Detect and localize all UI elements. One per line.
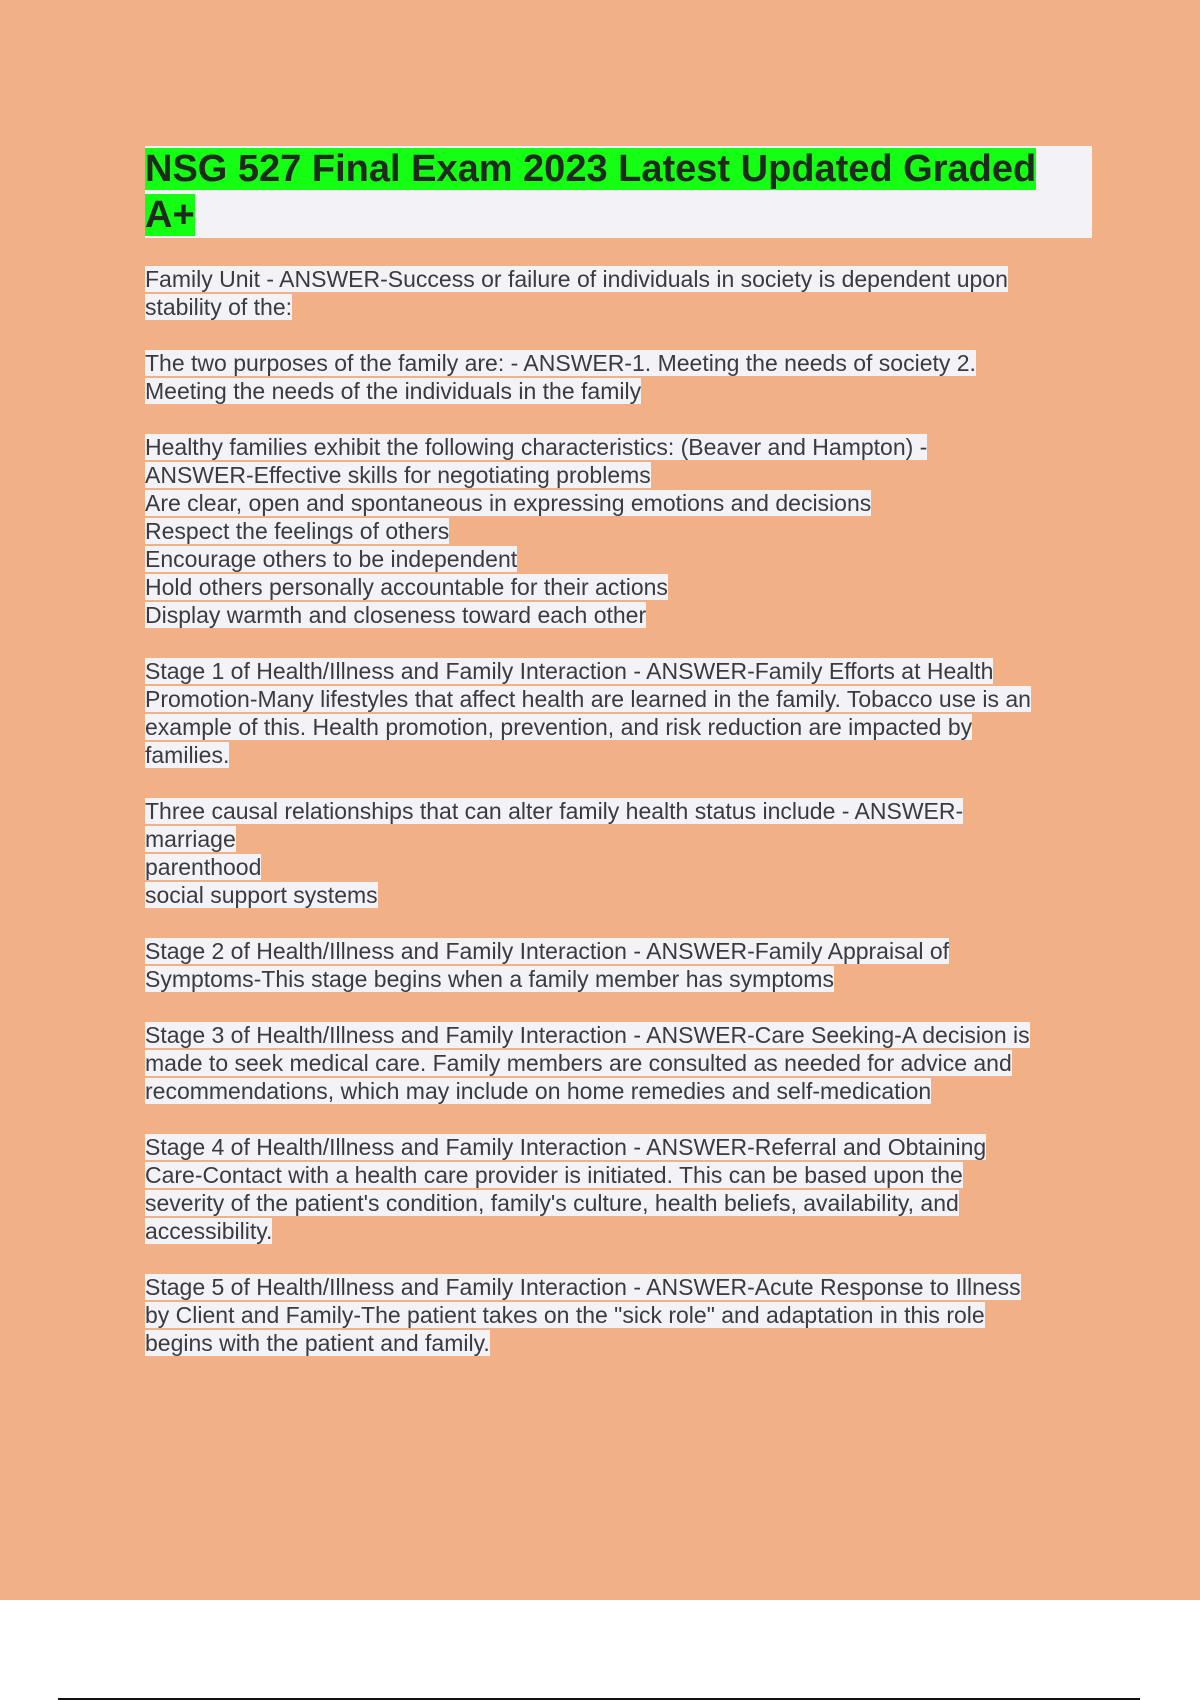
qa-line: recommendations, which may include on home remedies and self-medication: [145, 1078, 932, 1104]
qa-line: Stage 2 of Health/Illness and Family Interaction - ANSWER-Family Appraisal of: [145, 938, 950, 964]
qa-entry: [145, 937, 1100, 993]
qa-content: [145, 265, 1100, 1385]
title-block: [145, 146, 1092, 238]
qa-line: begins with the patient and family.: [145, 1330, 490, 1356]
qa-line: Stage 5 of Health/Illness and Family Interaction - ANSWER-Acute Response to Illness: [145, 1274, 1021, 1300]
document-title: [145, 146, 1092, 238]
qa-line: social support systems: [145, 882, 378, 908]
qa-line: Promotion-Many lifestyles that affect health are learned in the family. Tobacco use is an: [145, 686, 1031, 712]
qa-line: Encourage others to be independent: [145, 546, 518, 572]
qa-entry: [145, 1021, 1100, 1105]
qa-line: families.: [145, 742, 230, 768]
qa-line: severity of the patient's condition, family's culture, health beliefs, availability, and: [145, 1190, 959, 1216]
qa-line: The two purposes of the family are: - ANSWER-1. Meeting the needs of society 2.: [145, 350, 976, 376]
qa-entry: [145, 797, 1100, 909]
qa-line: example of this. Health promotion, prevention, and risk reduction are impacted by: [145, 714, 973, 740]
qa-line: accessibility.: [145, 1218, 273, 1244]
qa-line: Meeting the needs of the individuals in the family: [145, 378, 642, 404]
qa-entry: [145, 349, 1100, 405]
qa-line: stability of the:: [145, 294, 293, 320]
title-highlight: NSG 527 Final Exam 2023 Latest Updated Graded A+: [145, 148, 1037, 236]
qa-line: marriage: [145, 826, 236, 852]
qa-line: Respect the feelings of others: [145, 518, 450, 544]
qa-line: Hold others personally accountable for their actions: [145, 574, 668, 600]
qa-entry: [145, 657, 1100, 769]
qa-entry: [145, 1133, 1100, 1245]
qa-line: made to seek medical care. Family members are consulted as needed for advice and: [145, 1050, 1012, 1076]
qa-line: Care-Contact with a health care provider is initiated. This can be based upon the: [145, 1162, 963, 1188]
qa-line: Stage 4 of Health/Illness and Family Interaction - ANSWER-Referral and Obtaining: [145, 1134, 987, 1160]
qa-line: by Client and Family-The patient takes on the "sick role" and adaptation in this role: [145, 1302, 985, 1328]
qa-line: ANSWER-Effective skills for negotiating problems: [145, 462, 651, 488]
qa-line: Display warmth and closeness toward each other: [145, 602, 647, 628]
qa-line: Stage 3 of Health/Illness and Family Interaction - ANSWER-Care Seeking-A decision is: [145, 1022, 1030, 1048]
qa-line: Symptoms-This stage begins when a family member has symptoms: [145, 966, 834, 992]
qa-line: Are clear, open and spontaneous in expressing emotions and decisions: [145, 490, 872, 516]
qa-entry: [145, 1273, 1100, 1357]
qa-entry: [145, 265, 1100, 321]
qa-line: Stage 1 of Health/Illness and Family Interaction - ANSWER-Family Efforts at Health: [145, 658, 994, 684]
qa-line: Healthy families exhibit the following characteristics: (Beaver and Hampton) -: [145, 434, 928, 460]
qa-line: parenthood: [145, 854, 262, 880]
qa-line: Three causal relationships that can alter family health status include - ANSWER-: [145, 798, 964, 824]
qa-line: Family Unit - ANSWER-Success or failure of individuals in society is dependent upon: [145, 266, 1008, 292]
qa-entry: [145, 433, 1100, 629]
